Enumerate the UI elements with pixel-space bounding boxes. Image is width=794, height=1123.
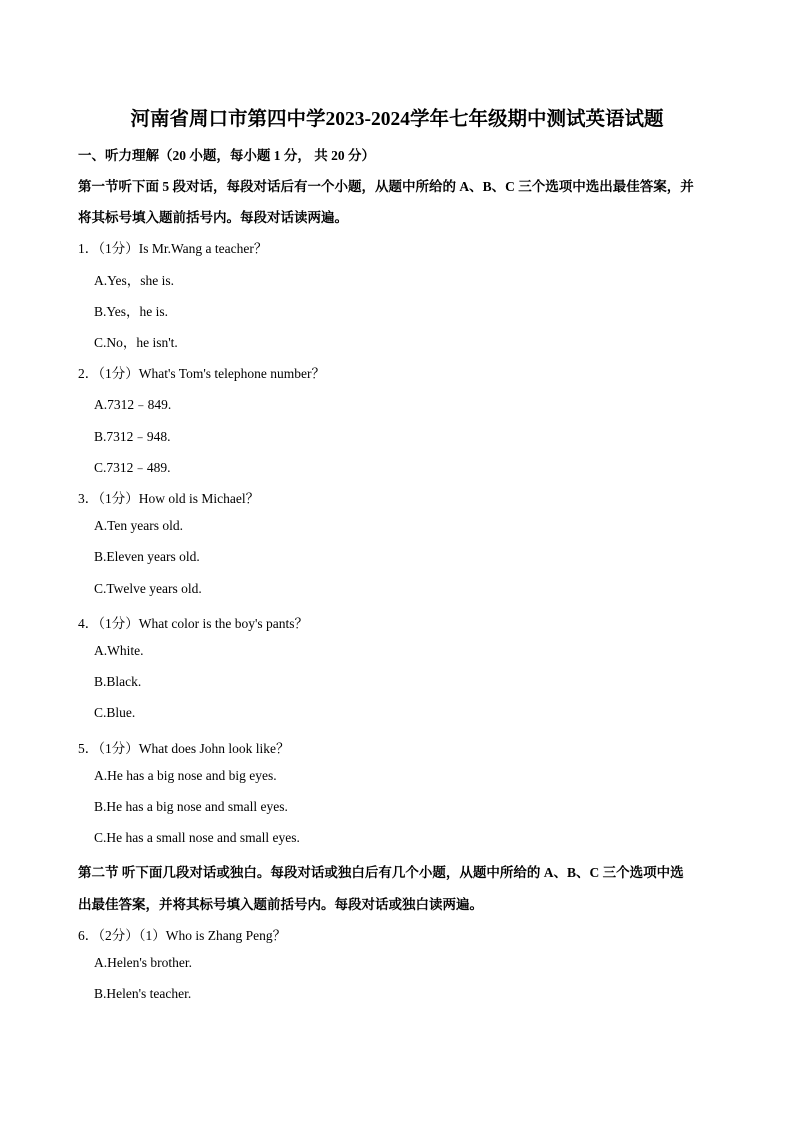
question-stem: 6．（2分）（1）Who is Zhang Peng？: [78, 928, 287, 943]
option-b: B.Eleven years old.: [94, 549, 200, 564]
section2-instructions-line1: 第二节 听下面几段对话或独白。每段对话或独白后有几个小题，从题中所给的 A、B、C 三个选项中选: [78, 865, 684, 880]
question-stem: 3．（1分）How old is Michael？: [78, 491, 260, 506]
question-stem: 5．（1分）What does John look like？: [78, 741, 290, 756]
option-a: A.Helen's brother.: [94, 955, 193, 970]
option-b: B.Black.: [94, 674, 142, 689]
question-stem: 1．（1分）Is Mr.Wang a teacher？: [78, 241, 268, 256]
part-heading: 一、听力理解（20 小题，每小题 1 分， 共 20 分）: [78, 148, 375, 163]
option-c: C.No，he isn't.: [94, 335, 178, 350]
option-c: C.He has a small nose and small eyes.: [94, 830, 300, 845]
option-b: B.Helen's teacher.: [94, 986, 192, 1001]
section1-instructions-line2: 将其标号填入题前括号内。每段对话读两遍。: [78, 210, 348, 225]
option-a: A.7312﹣849.: [94, 397, 172, 412]
question-stem: 4．（1分）What color is the boy's pants？: [78, 616, 309, 631]
question-stem: 2．（1分）What's Tom's telephone number？: [78, 366, 326, 381]
option-c: C.Twelve years old.: [94, 581, 202, 596]
option-b: B.7312﹣948.: [94, 429, 171, 444]
option-a: A.White.: [94, 643, 144, 658]
section1-instructions-line1: 第一节听下面 5 段对话，每段对话后有一个小题，从题中所给的 A、B、C 三个选项中选出最佳答案，并: [78, 179, 694, 194]
option-a: A.Yes，she is.: [94, 273, 175, 288]
option-b: B.Yes，he is.: [94, 304, 169, 319]
page-title: 河南省周口市第四中学2023-2024学年七年级期中测试英语试题: [130, 109, 664, 130]
section2-instructions-line2: 出最佳答案，并将其标号填入题前括号内。每段对话或独白读两遍。: [78, 897, 483, 912]
option-a: A.He has a big nose and big eyes.: [94, 768, 277, 783]
option-c: C.7312﹣489.: [94, 460, 171, 475]
option-a: A.Ten years old.: [94, 518, 184, 533]
option-b: B.He has a big nose and small eyes.: [94, 799, 288, 814]
option-c: C.Blue.: [94, 705, 136, 720]
